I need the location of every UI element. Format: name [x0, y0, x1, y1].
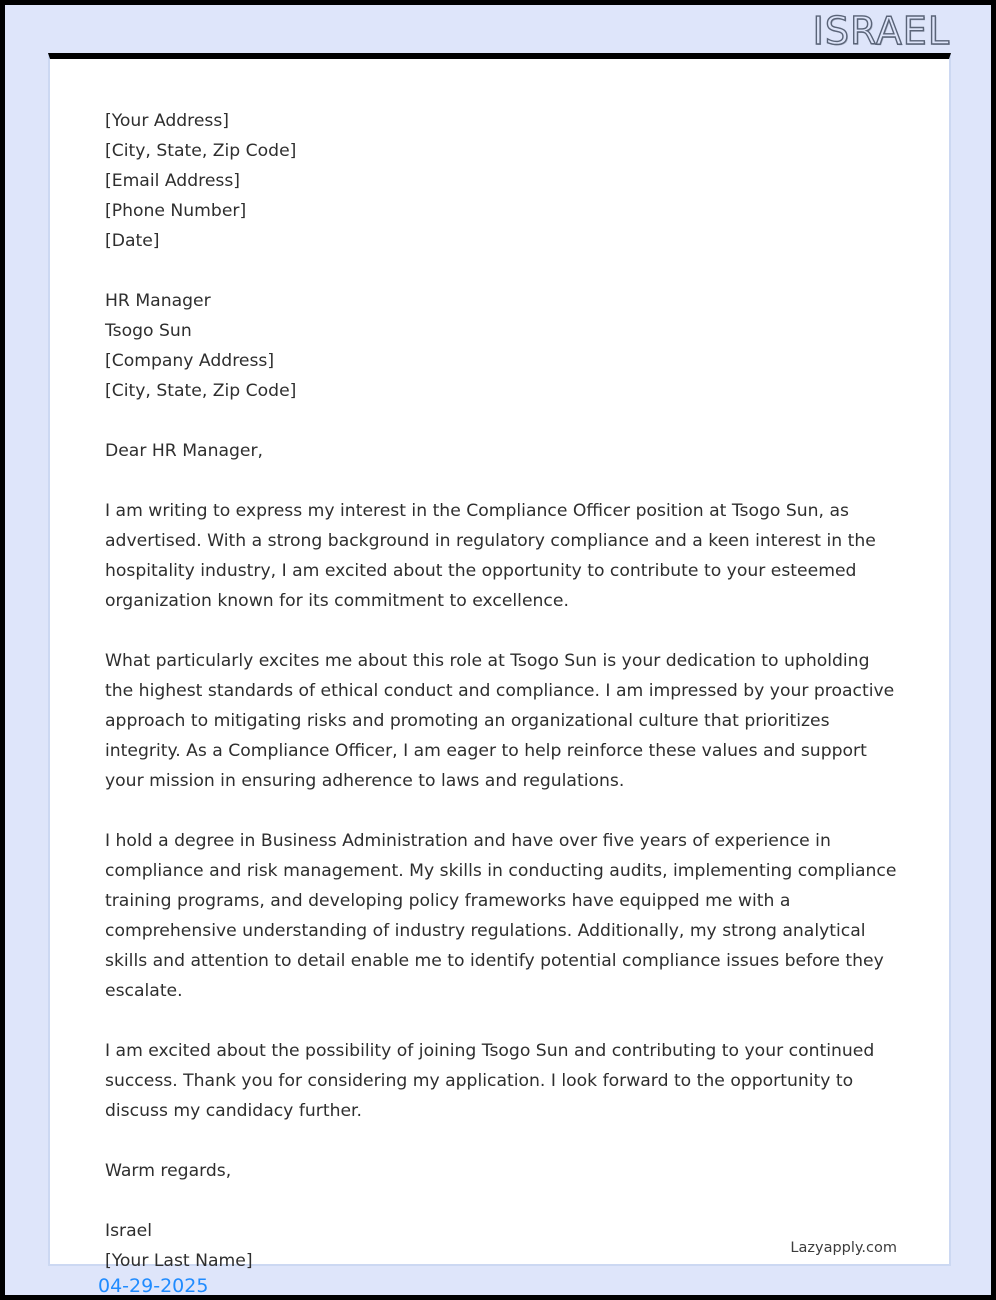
- body-paragraph: I am excited about the possibility of joining Tsogo Sun and contributing to your continued success. Thank you for considering my application. I look forward to the opportunity to discuss my candidacy further.: [105, 1041, 875, 1121]
- sender-line: [Phone Number]: [105, 201, 247, 221]
- recipient-line: Tsogo Sun: [105, 321, 192, 341]
- body-paragraph: What particularly excites me about this role at Tsogo Sun is your dedication to upholding the highest standards of ethical conduct and compliance. I am impressed by your proactive approach to mitigating risks and promoting an organizational culture that prioritizes integrity. As a Compliance Officer, I am eager to help reinforce these values and support your mission in ensuring adherence to laws and regulations.: [105, 651, 895, 791]
- letterhead-name: ISRAEL: [812, 9, 950, 53]
- sender-line: [City, State, Zip Code]: [105, 141, 297, 161]
- recipient-line: [Company Address]: [105, 351, 275, 371]
- body-paragraph: I hold a degree in Business Administration and have over five years of experience in compliance and risk management. My skills in conducting audits, implementing compliance training programs, and developing policy frameworks have equipped me with a comprehensive understanding of industry regulations. Additionally, my strong analytical skills and attention to detail enable me to identify potential compliance issues before they escalate.: [105, 831, 897, 1001]
- footer-watermark: Lazyapply.com: [790, 1240, 897, 1256]
- recipient-line: HR Manager: [105, 291, 211, 311]
- date-stamp: 04-29-2025: [98, 1275, 209, 1295]
- recipient-address-block: [105, 286, 901, 406]
- recipient-line: [City, State, Zip Code]: [105, 381, 297, 401]
- letter-body: [105, 106, 901, 1276]
- body-paragraph: I am writing to express my interest in the Compliance Officer position at Tsogo Sun, as advertised. With a strong background in regulatory compliance and a keen interest in the hospitality industry, I am excited about the opportunity to contribute to your esteemed organization known for its commitment to excellence.: [105, 501, 876, 611]
- signature-line: Israel: [105, 1221, 152, 1241]
- valediction: Warm regards,: [105, 1161, 232, 1181]
- letter-sheet: [48, 53, 951, 1271]
- letterhead: [5, 5, 991, 53]
- sender-line: [Email Address]: [105, 171, 241, 191]
- sender-line: [Date]: [105, 231, 160, 251]
- salutation: Dear HR Manager,: [105, 441, 264, 461]
- sender-line: [Your Address]: [105, 111, 230, 131]
- document-canvas: [5, 5, 991, 1295]
- signature-line: [Your Last Name]: [105, 1251, 253, 1271]
- sender-address-block: [105, 106, 901, 256]
- signature-block: [105, 1216, 901, 1276]
